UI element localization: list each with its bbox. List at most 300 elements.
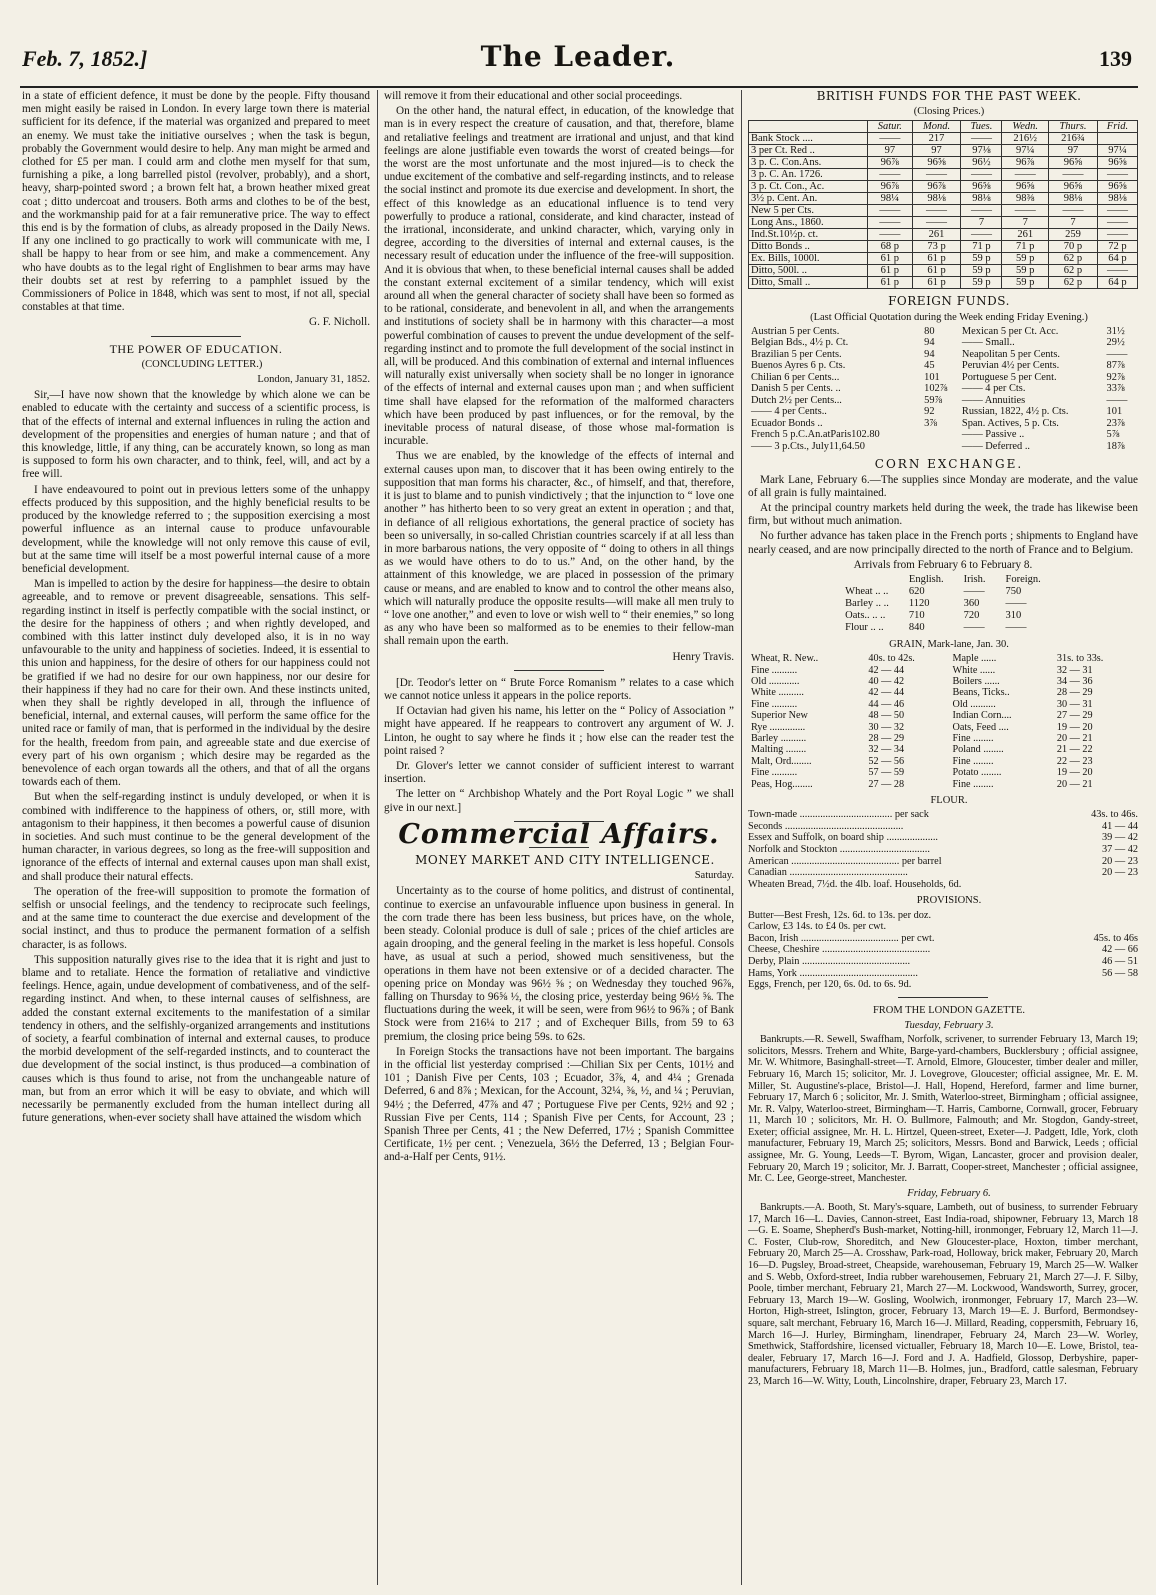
item-label: Derby, Plain ..........................................	[748, 955, 911, 967]
foreign-funds-subtitle: (Last Official Quotation during the Week ending Friday Evening.)	[810, 311, 1088, 323]
paragraph: But when the self-regarding instinct is unduly developed, or when it is combined with indifference to the happiness of others, or, still more, with antagonism to their happiness, it then becomes a powerful cause of disunion in societies. And such must continue to be the general development of the human character, in various degrees, so long as the free-will supposition and ignorance of the effects of internal and external causes upon man shall exist, and shall produce their natural effects.	[22, 791, 370, 883]
table-cell: 261	[1002, 229, 1049, 241]
table-cell: 94	[924, 337, 935, 349]
item-price: 45s. to 46s	[1093, 932, 1138, 944]
grain-row	[748, 733, 1138, 744]
foreign-fund-row	[748, 406, 1138, 418]
table-cell: Span. Actives, 5 p. Cts.	[961, 417, 1059, 429]
table-cell: Malt, Ord........	[751, 755, 812, 767]
table-cell: 97¼	[1002, 145, 1049, 157]
table-cell: 70 p	[1048, 241, 1097, 253]
gazette-day: Friday, February 6.	[907, 1187, 991, 1199]
table-cell	[921, 429, 959, 441]
page-header	[0, 42, 1156, 82]
table-cell	[1097, 133, 1137, 145]
fund-row	[749, 181, 1138, 193]
item-label: Bacon, Irish ...................................... per cwt.	[748, 932, 935, 944]
table-cell: ——	[1097, 265, 1137, 277]
column-header: Irish.	[963, 573, 986, 585]
table-cell: Ind.St.10½p. ct.	[749, 229, 868, 241]
dateline: London, January 31, 1852.	[257, 374, 370, 386]
table-cell: 3 per Ct. Red ..	[749, 145, 868, 157]
table-cell: 30 — 32	[868, 721, 905, 733]
column-header: Mond.	[912, 121, 961, 133]
item-price: 20 — 23	[1101, 855, 1138, 867]
table-cell: 61 p	[912, 253, 961, 265]
paragraph: Mark Lane, February 6.—The supplies since Monday are moderate, and the value of all grain is fully maintained.	[748, 473, 1138, 499]
table-cell: Fine ........	[952, 778, 994, 790]
table-cell: 216½	[1002, 133, 1049, 145]
item-label: Eggs, French, per 120, 6s. 0d. to 6s. 9d.	[748, 979, 912, 991]
table-cell: French 5 p.C.An.atParis102.80	[751, 429, 880, 441]
table-cell: Ecuador Bonds ..	[751, 417, 823, 429]
table-cell: 5⅞	[1106, 429, 1120, 441]
editor-note: If Octavian had given his name, his letter on the “ Policy of Association ” might have appeared. If he reappears to controvert any argument of W. J. Linton, he ought to say where he finds it ; how else can the reader test the point raised ?	[384, 705, 734, 757]
table-cell: ——	[1048, 169, 1097, 181]
table-cell: Danish 5 per Cents. ..	[751, 383, 841, 395]
foreign-funds-title: FOREIGN FUNDS.	[888, 294, 1010, 309]
item-label: Cheese, Cheshire ..........................................	[748, 944, 931, 956]
item-label: Wheaten Bread, 7½d. the 4lb. loaf. Households, 6d.	[748, 878, 962, 890]
table-cell: Portuguese 5 per Cent.	[961, 371, 1057, 383]
provision-row	[748, 921, 1138, 933]
table-cell: ——	[1002, 205, 1049, 217]
fund-row	[749, 205, 1138, 217]
table-cell	[921, 441, 959, 453]
table-cell: 98⅛	[1097, 193, 1137, 205]
table-cell: 101	[924, 371, 940, 383]
header-rule	[20, 86, 1138, 88]
paragraph: I have endeavoured to point out in previous letters some of the unhappy effects produced by this supposition, and the highly beneficial results to be produced by the knowledge referred to ; the supposition exercising a most powerful influence as an internal cause to produce unfavourable development, while the knowledge will not only remove this cause of evil, but at the same time will itself be a most powerful internal cause of a more beneficial development.	[22, 483, 370, 575]
table-cell: ——	[1048, 205, 1097, 217]
flour-row	[748, 844, 1138, 856]
table-cell: 92	[924, 406, 935, 418]
table-cell: 96⅞	[912, 181, 961, 193]
table-cell: Bank Stock ....	[749, 133, 868, 145]
flour-row	[748, 832, 1138, 844]
provision-row	[748, 944, 1138, 956]
table-cell: Fine ..........	[751, 698, 798, 710]
signature: Henry Travis.	[672, 650, 734, 663]
table-cell: 20 — 21	[1056, 732, 1093, 744]
table-cell: 64 p	[1097, 253, 1137, 265]
table-cell: 52 — 56	[868, 755, 905, 767]
table-cell: 101	[1106, 406, 1123, 418]
divider	[151, 336, 241, 337]
table-cell: Fine ..........	[751, 767, 798, 779]
table-cell: 59 p	[961, 253, 1002, 265]
table-cell: 96⅝	[961, 181, 1002, 193]
arrival-row	[835, 586, 1051, 598]
table-cell: Rye ..............	[751, 721, 806, 733]
column-header	[835, 574, 899, 586]
fund-row	[749, 169, 1138, 181]
table-cell: 45	[924, 360, 935, 372]
table-cell: 59 p	[1002, 277, 1049, 289]
table-cell: ——	[1097, 229, 1137, 241]
item-label: Carlow, £3 14s. to £4 0s. per cwt.	[748, 921, 887, 933]
masthead-title: The Leader.	[480, 40, 676, 73]
gazette-paragraph: Bankrupts.—A. Booth, St. Mary's-square, Lambeth, out of business, to surrender February 17, March 16—L. Davies, Cannon-street, East India-road, shipowner, February 13, March 18—G. E. Soame, Shepherd's Bush-market, Notting-hill, ironmonger, February 12, March 11—J. C. Foster, Club-row, Shoreditch, and New Gloucester-place, Hoxton, timber merchant, February 20, March 25—A. Crosshaw, Park-road, Holloway, brick maker, February 20, March 16—D. Pugsley, Broad-street, Cheapside, warehouseman, February 19, March 25—W. Walker and S. Webb, Oxford-street, India rubber warehousemen, February 21, March 27—J. F. Silby, Poole, timber merchant, February 21, March 27—M. Lockwood, Wandsworth, Surrey, grocer, February 13, March 19—W. Gosling, Woolwich, ironmonger, February 17, March 23—W. Horton, High-street, Islington, grocer, February 13, March 19—E. J. Burford, Bermondsey-square, salt merchant, February 16, March 16—J. Millard, Reading, coppersmith, February 16, March 16—J. Hurley, Birmingham, linendraper, February 24, March 23—W. Worley, Smethwick, Staffordshire, licensed victualler, February 18, March 10—E. Lowe, Bristol, tea-dealer, February 17, March 16—J. Ford and J. A. Hadfield, Glossop, Derbyshire, paper-manufacturers, February 18, March 11—B. Holmes, jun., Bradford, cattle salesman, February 23, March 16—W. Witty, Louth, Lincolnshire, draper, February 23, March 17.	[748, 1202, 1138, 1387]
table-cell: Boilers ......	[952, 675, 1000, 687]
table-cell: 750	[1005, 585, 1022, 597]
table-cell: 98⅜	[1002, 193, 1049, 205]
table-cell: 7	[1002, 217, 1049, 229]
table-cell: ——	[961, 169, 1002, 181]
table-cell: 59 p	[961, 277, 1002, 289]
flour-row	[748, 856, 1138, 868]
table-cell: 31s. to 33s.	[1056, 653, 1104, 665]
grain-row	[748, 722, 1138, 733]
table-cell: ——	[1097, 205, 1137, 217]
table-cell: Old ..........	[952, 698, 996, 710]
fund-row	[749, 277, 1138, 289]
grain-row	[748, 767, 1138, 778]
table-cell: ——	[963, 621, 985, 633]
table-cell: 97¼	[1097, 145, 1137, 157]
table-cell: 97	[868, 145, 912, 157]
table-cell: ——	[1106, 348, 1128, 360]
table-cell: 97	[1048, 145, 1097, 157]
corn-exchange-title: CORN EXCHANGE.	[874, 457, 1024, 472]
table-cell: White ..........	[751, 687, 804, 699]
table-cell: Peas, Hog........	[751, 778, 813, 790]
table-cell: ——	[1106, 394, 1128, 406]
page-number: 139	[1099, 46, 1132, 71]
grain-row	[748, 676, 1138, 687]
table-cell: Potato ........	[952, 767, 1002, 779]
table-cell: 73 p	[912, 241, 961, 253]
table-cell: 3 p. Ct. Con., Ac.	[749, 181, 868, 193]
table-cell: 96⅞	[868, 157, 912, 169]
table-cell: Belgian Bds., 4½ p. Ct.	[751, 337, 849, 349]
item-label: Norfolk and Stockton ...................................	[748, 844, 930, 855]
table-cell: 27 — 29	[1056, 710, 1093, 722]
table-cell: 97	[912, 145, 961, 157]
grain-title: GRAIN, Mark-lane, Jan. 30.	[889, 638, 1009, 650]
table-cell: 217	[912, 133, 961, 145]
column-header	[749, 121, 868, 133]
signature: G. F. Nicholl.	[309, 316, 370, 329]
provision-row	[748, 910, 1138, 922]
table-cell: Superior New	[751, 710, 808, 722]
table-cell: 7	[1048, 217, 1097, 229]
table-cell: 3 p. C. An. 1726.	[749, 169, 868, 181]
table-cell: —— Deferred ..	[961, 440, 1031, 452]
table-cell: 261	[912, 229, 961, 241]
table-cell: —— 4 per Cents..	[751, 406, 827, 418]
item-label: Town-made .................................... per sack	[748, 809, 929, 821]
table-cell: Ditto Bonds ..	[749, 241, 868, 253]
table-cell: Flour .. ..	[845, 621, 884, 633]
table-cell: Russian, 1822, 4½ p. Cts.	[961, 406, 1069, 418]
section-title: Commercial Affairs.	[398, 818, 720, 850]
table-cell: Dutch 2½ per Cents...	[751, 394, 842, 406]
paragraph: On the other hand, the natural effect, in education, of the knowledge that man is in every respect the creature of causation, and that, therefore, blame and retaliative feelings and treatment are irrational and unjust, and that kind feelings are alone justifiable even towards the worst of created beings—for the worst are the most unfortunate and the most injured—is to check the undue excitement of the combative and self-regarding instincts, and to release the social instinct and promote its due exercise and development. In short, the effect of this knowledge as an educational influence is to tend very powerfully to produce a rational, considerate, and kind character, instead of the irrational, inconsiderate, and unkind character, which, varying only in degree, according to the diversities of internal and external causes, is the necessary result of education under the influence of the free-will supposition. And it is obvious that when, to these beneficial internal causes shall be added the constant external excitement of a similar tendency, which will exist around all when the general character of society shall have been so formed as to be rational, considerate, and benevolent in all, and when the arrangements and institutions of society shall be in harmony with this character—a most powerful combination of causes to prevent the undue development of the self-regarding instinct and to promote the full development of the social instinct in all, will be produced. And this combination of external and internal influences will naturally exist universally when society shall be no longer in ignorance of the effects of internal and external causes upon man ; and when sufficient time shall have elapsed for the reformation of the malformed characters which have been produced by past influences, or for the removal, by the inevitable process of natural disease, of those whose mal-formation is incurable.	[384, 105, 734, 448]
column-rule-2	[741, 90, 742, 1585]
table-cell: Maple ......	[952, 653, 997, 665]
table-cell: Old ............	[751, 675, 800, 687]
column-header: Satur.	[868, 121, 912, 133]
foreign-fund-row	[748, 441, 1138, 453]
table-cell: 19 — 20	[1056, 767, 1093, 779]
table-cell: ——	[1005, 597, 1027, 609]
table-cell: 72 p	[1097, 241, 1137, 253]
paragraph: Sir,—I have now shown that the knowledge by which alone we can be enabled to educate with the certainty and success of a scientific process, is that of the effects of internal and external influences in ruling the action and development of the propensities and energies of human nature ; and that of this knowledge, little, if any thing, can be accurately known, so long as man is supposed to form his own character, and to think, feel, will, and act by a free will.	[22, 389, 370, 481]
table-cell: 59 p	[961, 265, 1002, 277]
table-cell: 32 — 34	[868, 744, 905, 756]
grain-row	[748, 653, 1138, 664]
column-header: Foreign.	[1005, 573, 1041, 585]
table-cell: ——	[868, 229, 912, 241]
table-cell: New 5 per Cts.	[749, 205, 868, 217]
table-cell: 720	[963, 609, 980, 621]
table-cell: 30 — 31	[1056, 698, 1093, 710]
table-cell: 96⅝	[1048, 181, 1097, 193]
paragraph: will remove it from their educational and other social proceedings.	[384, 90, 683, 102]
paragraph: The operation of the free-will supposition to promote the formation of selfish or unsocial feelings, and the tendency to reciprocate such feelings, and at the same time to counteract the due exercise and development of the social instinct, and thus to produce the permanent formation of a selfish character, is as follows.	[22, 885, 370, 951]
item-label: Seconds ..............................................	[748, 820, 904, 832]
table-cell: 7	[961, 217, 1002, 229]
foreign-funds-table	[748, 326, 1138, 453]
table-cell: —— Passive ..	[961, 429, 1025, 441]
table-cell: ——	[868, 133, 912, 145]
table-cell: ——	[961, 205, 1002, 217]
table-cell: 98⅛	[1048, 193, 1097, 205]
table-cell: Poland ........	[952, 744, 1004, 756]
table-cell: 61 p	[868, 253, 912, 265]
flour-row	[748, 809, 1138, 821]
item-price: 37 — 42	[1101, 844, 1138, 855]
gazette-title: FROM THE LONDON GAZETTE.	[872, 1004, 1026, 1016]
table-cell: ——	[1097, 169, 1137, 181]
grain-table	[748, 653, 1138, 790]
table-cell: 40 — 42	[868, 675, 905, 687]
funds-subtitle: (Closing Prices.)	[913, 106, 985, 118]
letter-continuation: in a state of efficient defence, it must be done by the people. Fifty thousand men might easily be raised in London. In every large town there is material sufficient for its defence, if the material was organized and prepared to meet an enemy. We must take the initiative ourselves ; when the task is begun, probably the Government would desire to help. Any man might be armed and clothed for £5 per man. I could arm and clothe men myself for that sum, furnishing a pike, a long barrelled pistol (revolver, probably), and a short, heavy, sharp-pointed sword ; a brown felt hat, a brown heather mixed great coat ; ditto undercoat and trousers. Both arms and clothes to be of the best, and the workmanship paid for at a fair remunerative price. The way to effect this end is by the formation of clubs, as already proposed in the Daily News. If any one inclined to go practically to work will communicate with me, I shall be happy to hear from or see him, and make a commencement. Any who have doubts as to the legal right of Englishmen to bear arms may have their doubts set at rest by referring to a pamphlet issued by the Commissioners of Police in 1848, which was sent to most, if not all, special constables at that time.	[22, 90, 370, 314]
item-price: 42 — 66	[1101, 944, 1138, 956]
provision-row	[748, 933, 1138, 945]
fund-row	[749, 193, 1138, 205]
gazette-day: Tuesday, February 3.	[904, 1019, 994, 1031]
funds-title: BRITISH FUNDS FOR THE PAST WEEK.	[816, 90, 1082, 103]
table-cell: 98¼	[868, 193, 912, 205]
table-cell: Buenos Ayres 6 p. Cts.	[751, 360, 846, 372]
table-cell: 28 — 29	[1056, 687, 1093, 699]
table-cell: 98⅛	[912, 193, 961, 205]
table-cell: 620	[908, 585, 925, 597]
table-cell: 40s. to 42s.	[868, 653, 915, 665]
item-label: American .......................................... per barrel	[748, 855, 942, 867]
table-cell: 62 p	[1048, 277, 1097, 289]
table-cell: Fine ........	[952, 732, 994, 744]
column-header: Frid.	[1097, 121, 1137, 133]
table-cell: ——	[868, 205, 912, 217]
table-cell: ——	[868, 217, 912, 229]
table-cell: 61 p	[912, 265, 961, 277]
table-cell: 96⅝	[1002, 181, 1049, 193]
table-cell: 23⅞	[1106, 417, 1125, 429]
column-rule-1	[377, 90, 378, 1585]
table-cell: 94	[924, 348, 935, 360]
gazette-paragraph: Bankrupts.—R. Sewell, Swaffham, Norfolk, scrivener, to surrender February 13, March 19; solicitors, Messrs. Trehern and White, Barge-yard-chambers, Bucklersbury ; official assignee, Mr. W. Whitmore, Basinghall-street—T. Arnold, Elmore, Gloucester, timber dealer and miller, February 16, March 15; solicitor, Mr. J. Lovegrove, Gloucester; official assignee, Mr. E. M. Miller, St. Augustine's-place, Bristol—J. Hall, Hopend, Hereford, farmer and lime burner, February 17, March 6 ; solicitor, Mr. J. Smith, Waterloo-street, Birmingham ; official assignee, Mr. R. Valpy, Waterloo-street, Birmingham—T. Harris, Camborne, Cornwall, grocer, February 11, March 10 ; solicitors, Mr. H. O. Bullmore, Falmouth; and Mr. Stogdon, Gandy-street, Exeter; official assignee, Mr. H. L. Hirtzel, Queen-street, Exeter—J. Padgett, Idle, York, cloth manufacturer, February 19, March 25; solicitors, Messrs. Bond and Barwick, Leeds ; official assignee, Mr. G. Young, Leeds—T. Byrom, Wigan, Lancaster, grocer and provision dealer, February 20, March 19 ; solicitor, Mr. J. Barratt, Cooper-street, Manchester ; official assignee, Mr. C. Lee, George-street, Manchester.	[748, 1034, 1138, 1185]
column-1	[22, 90, 370, 1590]
editor-note: Dr. Glover's letter we cannot consider of sufficient interest to warrant insertion.	[384, 759, 734, 786]
british-funds-table	[748, 120, 1138, 289]
paragraph: Man is impelled to action by the desire for happiness—the desire to obtain agreeable, and to remove or prevent disagreeable, sensations. This self-regarding instinct in itself is perfectly compatible with the social instinct, or the desire for the happiness of others ; and when rightly developed, and combined with this latter instinct duly developed also, it is in no way unfavourable to the unity and happiness of societies. Indeed, it is essential to this union and happiness, for the desire of others for our happiness could not be gratified if we had no desire for our own happiness, nor our desire for their happiness if they had no care for their own. And these instincts united, when they shall be rightly developed in all, through the influence of beneficial, internal, and external causes, will perform the same office for the united race or family of man, that is performed in the individual by the desire for the health, freedom from pain, and agreeable state and due exercise of every part of his own organism ; which desire may be regarded as the benevolence of each organ towards all the others, and that of all the organs towards each of them.	[22, 578, 370, 789]
table-cell: Fine ........	[952, 755, 994, 767]
table-cell: 27 — 28	[868, 778, 905, 790]
table-cell: ——	[912, 217, 961, 229]
table-cell: 3⅞	[924, 417, 938, 429]
fund-row	[749, 145, 1138, 157]
table-cell: 22 — 23	[1056, 755, 1093, 767]
paragraph: At the principal country markets held during the week, the trade has likewise been firm, but without much animation.	[748, 501, 1138, 528]
table-cell: 96⅞	[868, 181, 912, 193]
table-cell: 19 — 20	[1056, 721, 1093, 733]
foreign-fund-row	[748, 418, 1138, 430]
table-cell: White ......	[952, 664, 996, 676]
item-price: 43s. to 46s.	[1091, 809, 1138, 821]
item-price: 39 — 42	[1101, 832, 1138, 844]
item-price: 46 — 51	[1101, 955, 1138, 967]
arrivals-table	[835, 574, 1051, 634]
table-cell: 96⅝	[1097, 157, 1137, 169]
provisions-title: PROVISIONS.	[916, 895, 982, 907]
fund-row	[749, 157, 1138, 169]
table-cell: 96½	[961, 157, 1002, 169]
table-cell: Oats.. .. ..	[845, 609, 886, 621]
table-cell: 59 p	[1002, 253, 1049, 265]
paragraph: Thus we are enabled, by the knowledge of the effects of internal and external causes upon man, to discover that it has been owing entirely to the supposition that man forms his character, &c., of himself, and that, therefore, it is just to blame and to punish vindictively ; that the injunction to “ love one another ” has hitherto been to so very great an extent in operation ; and that, in defiance of all religious exhortations, the general practice of society has been so universally, in so-called Christian countries scarcely if at all less than in more barbarous nations, the very opposite of “ doing to others in all things as we would have others to do to us.” And, on the other hand, by the attainment of this knowledge, we are placed in possession of the primary cause or means, and are enabled to know and to control the other means also, which will naturally produce the opposite results—will make all men truly to “ love one another,” and even to love or wish well to “ their enemies,” so long as any who have been so malformed as to be enemies to their fellow-man shall remain upon the earth.	[384, 450, 734, 648]
paragraph: No further advance has taken place in the French ports ; shipments to England have nearly ceased, and are now principally directed to the north of France and to Belgium.	[748, 530, 1138, 556]
arrival-row	[835, 622, 1051, 634]
column-header: English.	[908, 573, 944, 585]
table-cell: ——	[868, 169, 912, 181]
item-price: 41 — 44	[1101, 820, 1138, 832]
table-cell: Indian Corn....	[952, 710, 1012, 722]
money-market-day: Saturday.	[694, 870, 734, 882]
table-cell: 59 p	[1002, 265, 1049, 277]
table-cell: 18⅞	[1106, 440, 1125, 452]
arrival-row	[835, 610, 1051, 622]
divider	[898, 997, 988, 998]
table-cell: 64 p	[1097, 277, 1137, 289]
table-cell: Neapolitan 5 per Cents.	[961, 348, 1061, 360]
item-label: Butter—Best Fresh, 12s. 6d. to 13s. per doz.	[748, 909, 932, 921]
table-cell: 71 p	[961, 241, 1002, 253]
table-cell: Brazilian 5 per Cents.	[751, 348, 842, 360]
paragraph: Uncertainty as to the course of home politics, and distrust of continental, continue to exercise an unfavourable influence upon business in general. In the corn trade there has been less business, but prices have, on the whole, been steady. Colonial produce is dull of sale ; prices of the chief articles are again drooping, and the general feeling in the market is less hopeful. Consols have, as usual at such a period, showed much sensitiveness, but the operations in them have not been extensive or of a decided character. The opening price on Monday was 96½ ⅝ ; on Wednesday they touched 96⅞, falling on Thursday to 96⅝ ½, the closing price, yesterday being 96½ ⅝. The fluctuations during the week, it will be seen, were from 96½ to 96⅞ ; of Bank Stock were from 216¼ to 217 ; and of Exchequer Bills, from 59 to 63 premium, the closing price being 59s. to 62s.	[384, 885, 734, 1043]
table-cell: 31½	[1106, 325, 1125, 337]
foreign-fund-row	[748, 395, 1138, 407]
fund-row	[749, 217, 1138, 229]
table-cell: 216¾	[1048, 133, 1097, 145]
item-label: Hams, York ..............................................	[748, 967, 918, 979]
table-cell: ——	[1097, 217, 1137, 229]
table-cell: 33⅞	[1106, 383, 1125, 395]
column-header: Tues.	[961, 121, 1002, 133]
table-cell: —— 4 per Cts.	[961, 383, 1026, 395]
table-cell: 62 p	[1048, 265, 1097, 277]
provision-row	[748, 968, 1138, 980]
table-cell: Barley ..........	[751, 732, 807, 744]
grain-row	[748, 699, 1138, 710]
table-cell: ——	[912, 169, 961, 181]
table-cell: 57 — 59	[868, 767, 905, 779]
table-cell: Fine ..........	[751, 664, 798, 676]
table-cell: Ditto, 500l. ..	[749, 265, 868, 277]
table-cell: 71 p	[1002, 241, 1049, 253]
table-cell: ——	[963, 585, 985, 597]
arrival-row	[835, 598, 1051, 610]
foreign-fund-row	[748, 360, 1138, 372]
table-cell: Austrian 5 per Cents.	[751, 325, 840, 337]
flour-title: FLOUR.	[930, 795, 968, 807]
editor-note: [Dr. Teodor's letter on “ Brute Force Romanism ” relates to a case which we cannot notice unless it appears in the police reports.	[384, 676, 734, 702]
foreign-fund-row	[748, 383, 1138, 395]
foreign-fund-row	[748, 349, 1138, 361]
table-cell: ——	[1002, 169, 1049, 181]
fund-row	[749, 133, 1138, 145]
foreign-fund-row	[748, 372, 1138, 384]
table-cell: Oats, Feed ....	[952, 721, 1009, 733]
table-cell: Mexican 5 per Ct. Acc.	[961, 325, 1059, 337]
provisions-list	[748, 910, 1138, 991]
table-cell: Long Ans., 1860.	[749, 217, 868, 229]
grain-row	[748, 710, 1138, 721]
table-cell: Chilian 6 per Cents...	[751, 371, 840, 383]
table-cell: 102⅞	[924, 383, 948, 395]
arrivals-title: Arrivals from February 6 to February 8.	[853, 558, 1033, 571]
table-cell: 710	[908, 609, 925, 621]
table-cell: Ex. Bills, 1000l.	[749, 253, 868, 265]
table-cell: —— Annuities	[961, 394, 1026, 406]
table-cell: Barley .. ..	[845, 597, 889, 609]
item-price: 56 — 58	[1101, 967, 1138, 979]
table-cell: 28 — 29	[868, 732, 905, 744]
table-cell: 44 — 46	[868, 698, 905, 710]
grain-row	[748, 687, 1138, 698]
grain-row	[748, 756, 1138, 767]
table-cell: 840	[908, 621, 925, 633]
table-cell: ——	[912, 205, 961, 217]
table-cell: 32 — 31	[1056, 664, 1093, 676]
flour-row	[748, 867, 1138, 879]
table-cell: 61 p	[912, 277, 961, 289]
table-cell: 96⅞	[1002, 157, 1049, 169]
table-cell: 34 — 36	[1056, 675, 1093, 687]
column-3	[748, 90, 1138, 1590]
column-header: Thurs.	[1048, 121, 1097, 133]
table-cell: 3½ p. Cent. An.	[749, 193, 868, 205]
flour-row	[748, 821, 1138, 833]
table-cell: 98⅛	[961, 193, 1002, 205]
table-cell: 259	[1048, 229, 1097, 241]
fund-row	[749, 265, 1138, 277]
table-cell: 59⅞	[924, 394, 943, 406]
table-cell: Ditto, Small ..	[749, 277, 868, 289]
table-cell: 68 p	[868, 241, 912, 253]
flour-list	[748, 809, 1138, 890]
column-2	[384, 90, 734, 1590]
provision-row	[748, 956, 1138, 968]
foreign-fund-row	[748, 326, 1138, 338]
item-label: Essex and Suffolk, on board ship ....................	[748, 832, 939, 844]
grain-row	[748, 744, 1138, 755]
fund-row	[749, 241, 1138, 253]
column-header: Wedn.	[1002, 121, 1049, 133]
